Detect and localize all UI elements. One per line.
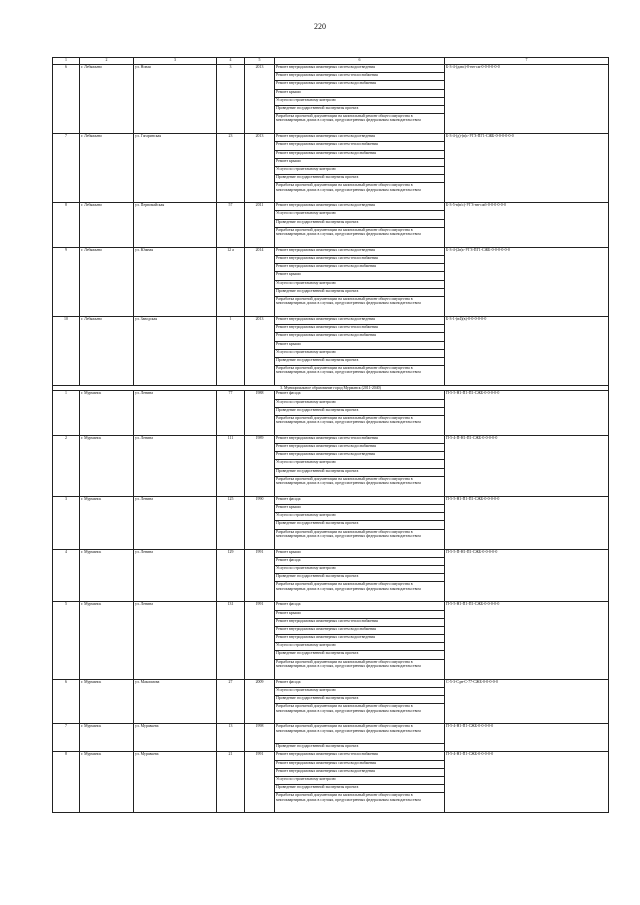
- city-cell: г. Мурманск: [80, 679, 134, 724]
- year-cell: 2013: [245, 316, 275, 385]
- work-type-cell: Ремонт крыши: [275, 158, 445, 166]
- table-row: [53, 316, 609, 324]
- building-code-cell: П-5-4-Н1-П1-СЖБ-0-0-0-0-0: [445, 752, 609, 813]
- building-code-cell: Б-3-1-(в4)(в)-0-0-0-0-0-0: [445, 316, 609, 385]
- house-number-cell: 23: [217, 134, 245, 203]
- work-type-cell: Ремонт крыши: [275, 341, 445, 349]
- house-number-cell: 12 а: [217, 247, 245, 316]
- work-type-cell: Разработка проектной документации на капитальный ремонт общего имущества в многоквартирных домах в случаях, предусмотренных федеральным законодательством: [275, 183, 445, 203]
- house-number-cell: 3: [217, 65, 245, 134]
- city-cell: г. Мурманск: [80, 724, 134, 752]
- city-cell: г. Лебяжьево: [80, 134, 134, 203]
- work-type-cell: Проведение государственной экспертизы проекта: [275, 175, 445, 183]
- work-type-cell: Услуги по строительному контролю: [275, 349, 445, 357]
- work-type-cell: Услуги по строительному контролю: [275, 97, 445, 105]
- house-number-cell: 21: [217, 752, 245, 813]
- building-code-cell: Б-3-5-в(в/с)-УГЗ-нн-сжб-0-0-0-0-0-0: [445, 203, 609, 248]
- year-cell: 1988: [245, 391, 275, 436]
- column-number: 1: [53, 58, 80, 65]
- work-type-cell: Ремонт внутридомовых инженерных систем водоснабжения: [275, 81, 445, 89]
- work-type-cell: Ремонт фасада: [275, 679, 445, 687]
- column-number: 6: [275, 58, 445, 65]
- section-title: 3. Муниципальное образование город Мурманск (2011-2040): [53, 386, 609, 391]
- year-cell: 1991: [245, 752, 275, 813]
- work-type-cell: Разработка проектной документации на капитальный ремонт общего имущества в многоквартирных домах в случаях, предусмотренных федеральным законодательством: [275, 793, 445, 813]
- work-type-cell: Услуги по строительному контролю: [275, 280, 445, 288]
- row-number: 6: [53, 679, 80, 724]
- year-cell: 1989: [245, 435, 275, 496]
- work-type-cell: Проведение государственной экспертизы проекта: [275, 357, 445, 365]
- city-cell: г. Мурманск: [80, 752, 134, 813]
- house-number-cell: 1: [217, 316, 245, 385]
- work-type-cell: Услуги по строительному контролю: [275, 460, 445, 468]
- building-code-cell: Б-3-4-(д)-(в)с-УГЗ-ПГ1-СЖБ-0-0-0-0-0-0: [445, 134, 609, 203]
- year-cell: 2014: [245, 247, 275, 316]
- year-cell: 1991: [245, 549, 275, 602]
- work-type-cell: Проведение государственной экспертизы проекта: [275, 468, 445, 476]
- column-number: 7: [445, 58, 609, 65]
- year-cell: 2009: [245, 679, 275, 724]
- work-type-cell: Разработка проектной документации на капитальный ремонт общего имущества в многоквартирных домах в случаях, предусмотренных федеральным законодательством: [275, 296, 445, 316]
- work-type-cell: Ремонт внутридомовых инженерных систем теплоснабжения: [275, 325, 445, 333]
- table-row: [53, 203, 609, 211]
- work-type-cell: Разработка проектной документации на капитальный ремонт общего имущества в многоквартирных домах в случаях, предусмотренных федеральным законодательством: [275, 366, 445, 386]
- work-type-cell: Ремонт внутридомовых инженерных систем теплоснабжения: [275, 752, 445, 760]
- table-row: [53, 496, 609, 504]
- work-type-cell: Ремонт внутридомовых инженерных систем водоснабжения: [275, 444, 445, 452]
- house-number-cell: 27: [217, 679, 245, 724]
- work-type-cell: Ремонт внутридомовых инженерных систем теплоснабжения: [275, 618, 445, 626]
- work-type-cell: Ремонт внутридомовых инженерных систем водоснабжения: [275, 760, 445, 768]
- city-cell: г. Мурманск: [80, 496, 134, 549]
- row-number: 3: [53, 496, 80, 549]
- street-cell: ул. Ленина: [134, 602, 217, 679]
- work-type-cell: Проведение государственной экспертизы проекта: [275, 407, 445, 415]
- work-type-cell: Разработка проектной документации на капитальный ремонт общего имущества в многоквартирных домах в случаях, предусмотренных федеральным законодательством: [275, 659, 445, 679]
- city-cell: г. Лебяжьево: [80, 203, 134, 248]
- work-type-cell: Проведение государственной экспертизы проекта: [275, 785, 445, 793]
- table-row: [53, 679, 609, 687]
- city-cell: г. Лебяжьево: [80, 247, 134, 316]
- building-code-cell: П-5-5-Н1-П1-П1-СЖБ-0-0-0-0-0: [445, 496, 609, 549]
- work-type-cell: Услуги по строительному контролю: [275, 399, 445, 407]
- city-cell: г. Мурманск: [80, 391, 134, 436]
- work-type-cell: Ремонт фасада: [275, 602, 445, 610]
- row-number: 9: [53, 247, 80, 316]
- house-number-cell: 77: [217, 391, 245, 436]
- work-type-cell: Проведение государственной экспертизы проекта: [275, 288, 445, 296]
- row-number: 1: [53, 391, 80, 436]
- building-code-cell: С-5-3-Сдн-С-77-СЖБ-0-0-0-0-0: [445, 679, 609, 724]
- house-number-cell: 125: [217, 496, 245, 549]
- work-type-cell: Ремонт фасада: [275, 496, 445, 504]
- row-number: 4: [53, 549, 80, 602]
- street-cell: ул. Первомайская: [134, 203, 217, 248]
- building-code-cell: П-5-4-Н1-П1-СЖБ-0-0-0-0-0: [445, 724, 609, 752]
- house-number-cell: 111: [217, 435, 245, 496]
- work-type-cell: Разработка проектной документации на капитальный ремонт общего имущества в многоквартирных домах в случаях, предусмотренных федеральным законодательством: [275, 704, 445, 724]
- street-cell: ул. Максимова: [134, 679, 217, 724]
- work-type-cell: Проведение государственной экспертизы проекта: [275, 696, 445, 704]
- street-cell: ул. Гагаринская: [134, 134, 217, 203]
- work-type-cell: Разработка проектной документации на капитальный ремонт общего имущества в многоквартирных домах в случаях, предусмотренных федеральным законодательством: [275, 415, 445, 435]
- table-row: [53, 247, 609, 255]
- work-type-cell: Ремонт внутридомовых инженерных систем теплоснабжения: [275, 256, 445, 264]
- work-type-cell: Ремонт внутридомовых инженерных систем водоотведения: [275, 134, 445, 142]
- building-code-cell: Б-3-4-(давс)-0-нн-сж-0-0-0-0-0-0: [445, 65, 609, 134]
- work-type-cell: Проведение государственной экспертизы проекта: [275, 574, 445, 582]
- column-number: 2: [80, 58, 134, 65]
- work-type-cell: Разработка проектной документации на капитальный ремонт общего имущества в многоквартирных домах в случаях, предусмотренных федеральным законодательством: [275, 476, 445, 496]
- street-cell: ул. Ленина: [134, 549, 217, 602]
- work-type-cell: Ремонт крыши: [275, 505, 445, 513]
- work-type-cell: Ремонт фасада: [275, 557, 445, 565]
- house-number-cell: 13: [217, 724, 245, 752]
- work-type-cell: Ремонт внутридомовых инженерных систем водоотведения: [275, 635, 445, 643]
- table-row: [53, 602, 609, 610]
- street-cell: ул. Новая: [134, 65, 217, 134]
- year-cell: 2013: [245, 65, 275, 134]
- table-row: [53, 724, 609, 744]
- work-type-cell: Услуги по строительному контролю: [275, 776, 445, 784]
- column-number-row: [53, 58, 609, 65]
- work-type-cell: Услуги по строительному контролю: [275, 687, 445, 695]
- work-type-cell: Ремонт внутридомовых инженерных систем водоснабжения: [275, 264, 445, 272]
- city-cell: г. Мурманск: [80, 549, 134, 602]
- house-number-cell: 131: [217, 602, 245, 679]
- row-number: 7: [53, 724, 80, 752]
- column-number: 4: [217, 58, 245, 65]
- work-type-cell: Услуги по строительному контролю: [275, 565, 445, 573]
- street-cell: ул. Муравьева: [134, 752, 217, 813]
- city-cell: г. Лебяжьево: [80, 65, 134, 134]
- city-cell: г. Лебяжьево: [80, 316, 134, 385]
- column-number: 3: [134, 58, 217, 65]
- table-row: [53, 435, 609, 443]
- row-number: 8: [53, 203, 80, 248]
- work-type-cell: Ремонт крыши: [275, 89, 445, 97]
- table-row: [53, 391, 609, 399]
- work-type-cell: Услуги по строительному контролю: [275, 643, 445, 651]
- house-number-cell: 129: [217, 549, 245, 602]
- work-type-cell: Ремонт внутридомовых инженерных систем водоотведения: [275, 203, 445, 211]
- table-row: [53, 549, 609, 557]
- year-cell: 1998: [245, 724, 275, 752]
- work-type-cell: Проведение государственной экспертизы проекта: [275, 651, 445, 659]
- work-type-cell: Разработка проектной документации на капитальный ремонт общего имущества в многоквартирных домах в случаях, предусмотренных федеральным законодательством: [275, 724, 445, 744]
- work-type-cell: Проведение государственной экспертизы проекта: [275, 521, 445, 529]
- building-code-cell: П-5-5-Н1-П1-П1-СЖБ-0-0-0-0-0: [445, 391, 609, 436]
- street-cell: ул. Муравьева: [134, 724, 217, 752]
- building-code-cell: Б-3-4-(2в)с-УГЗ-ПГ1-СЖБ-0-0-0-0-0-0: [445, 247, 609, 316]
- row-number: 8: [53, 752, 80, 813]
- work-type-cell: Ремонт внутридомовых инженерных систем водоснабжения: [275, 333, 445, 341]
- building-code-cell: П-5-5-Н1-П1-П1-СЖБ-0-0-0-0-0: [445, 602, 609, 679]
- house-number-cell: 57: [217, 203, 245, 248]
- table-body: [53, 58, 609, 813]
- work-type-cell: Ремонт внутридомовых инженерных систем водоотведения: [275, 768, 445, 776]
- work-type-cell: Ремонт крыши: [275, 272, 445, 280]
- city-cell: г. Мурманск: [80, 602, 134, 679]
- work-type-cell: Ремонт крыши: [275, 549, 445, 557]
- year-cell: 2011: [245, 203, 275, 248]
- work-type-cell: Ремонт внутридомовых инженерных систем водоотведения: [275, 316, 445, 324]
- row-number: 7: [53, 134, 80, 203]
- year-cell: 1991: [245, 602, 275, 679]
- row-number: 10: [53, 316, 80, 385]
- year-cell: 2013: [245, 134, 275, 203]
- column-number: 5: [245, 58, 275, 65]
- table-row: [53, 752, 609, 760]
- work-type-cell: Проведение государственной экспертизы проекта: [275, 744, 445, 752]
- street-cell: ул. Заводская: [134, 316, 217, 385]
- work-type-cell: Ремонт внутридомовых инженерных систем теплоснабжения: [275, 142, 445, 150]
- work-type-cell: Разработка проектной документации на капитальный ремонт общего имущества в многоквартирных домах в случаях, предусмотренных федеральным законодательством: [275, 227, 445, 247]
- row-number: 6: [53, 65, 80, 134]
- work-type-cell: Разработка проектной документации на капитальный ремонт общего имущества в многоквартирных домах в случаях, предусмотренных федеральным законодательством: [275, 582, 445, 602]
- table-row: [53, 134, 609, 142]
- work-type-cell: Ремонт внутридомовых инженерных систем водоснабжения: [275, 150, 445, 158]
- repair-program-table: [52, 57, 609, 813]
- work-type-cell: Ремонт внутридомовых инженерных систем теплоснабжения: [275, 435, 445, 443]
- work-type-cell: Ремонт внутридомовых инженерных систем водоотведения: [275, 65, 445, 73]
- page-number: 220: [314, 22, 326, 31]
- work-type-cell: Ремонт внутридомовых инженерных систем водоотведения: [275, 452, 445, 460]
- year-cell: 1990: [245, 496, 275, 549]
- row-number: 5: [53, 602, 80, 679]
- work-type-cell: Услуги по строительному контролю: [275, 211, 445, 219]
- work-type-cell: Ремонт фасада: [275, 391, 445, 399]
- work-type-cell: Ремонт внутридомовых инженерных систем водоснабжения: [275, 626, 445, 634]
- work-type-cell: Проведение государственной экспертизы проекта: [275, 219, 445, 227]
- work-type-cell: Проведение государственной экспертизы проекта: [275, 105, 445, 113]
- work-type-cell: Услуги по строительному контролю: [275, 166, 445, 174]
- work-type-cell: Ремонт крыши: [275, 610, 445, 618]
- street-cell: ул. Южная: [134, 247, 217, 316]
- work-type-cell: Ремонт внутридомовых инженерных систем водоотведения: [275, 247, 445, 255]
- row-number: 2: [53, 435, 80, 496]
- city-cell: г. Мурманск: [80, 435, 134, 496]
- table-row: [53, 65, 609, 73]
- work-type-cell: Разработка проектной документации на капитальный ремонт общего имущества в многоквартирных домах в случаях, предусмотренных федеральным законодательством: [275, 529, 445, 549]
- building-code-cell: П-5-5-П-Н1-П1-СЖБ-0-0-0-0-0: [445, 549, 609, 602]
- street-cell: ул. Ленина: [134, 391, 217, 436]
- work-type-cell: Услуги по строительному контролю: [275, 513, 445, 521]
- street-cell: ул. Ленина: [134, 435, 217, 496]
- work-type-cell: Разработка проектной документации на капитальный ремонт общего имущества в многоквартирных домах в случаях, предусмотренных федеральным законодательством: [275, 114, 445, 134]
- work-type-cell: Ремонт внутридомовых инженерных систем теплоснабжения: [275, 73, 445, 81]
- street-cell: ул. Ленина: [134, 496, 217, 549]
- building-code-cell: П-5-4-П-Н1-П1-СЖБ-0-0-0-0-0: [445, 435, 609, 496]
